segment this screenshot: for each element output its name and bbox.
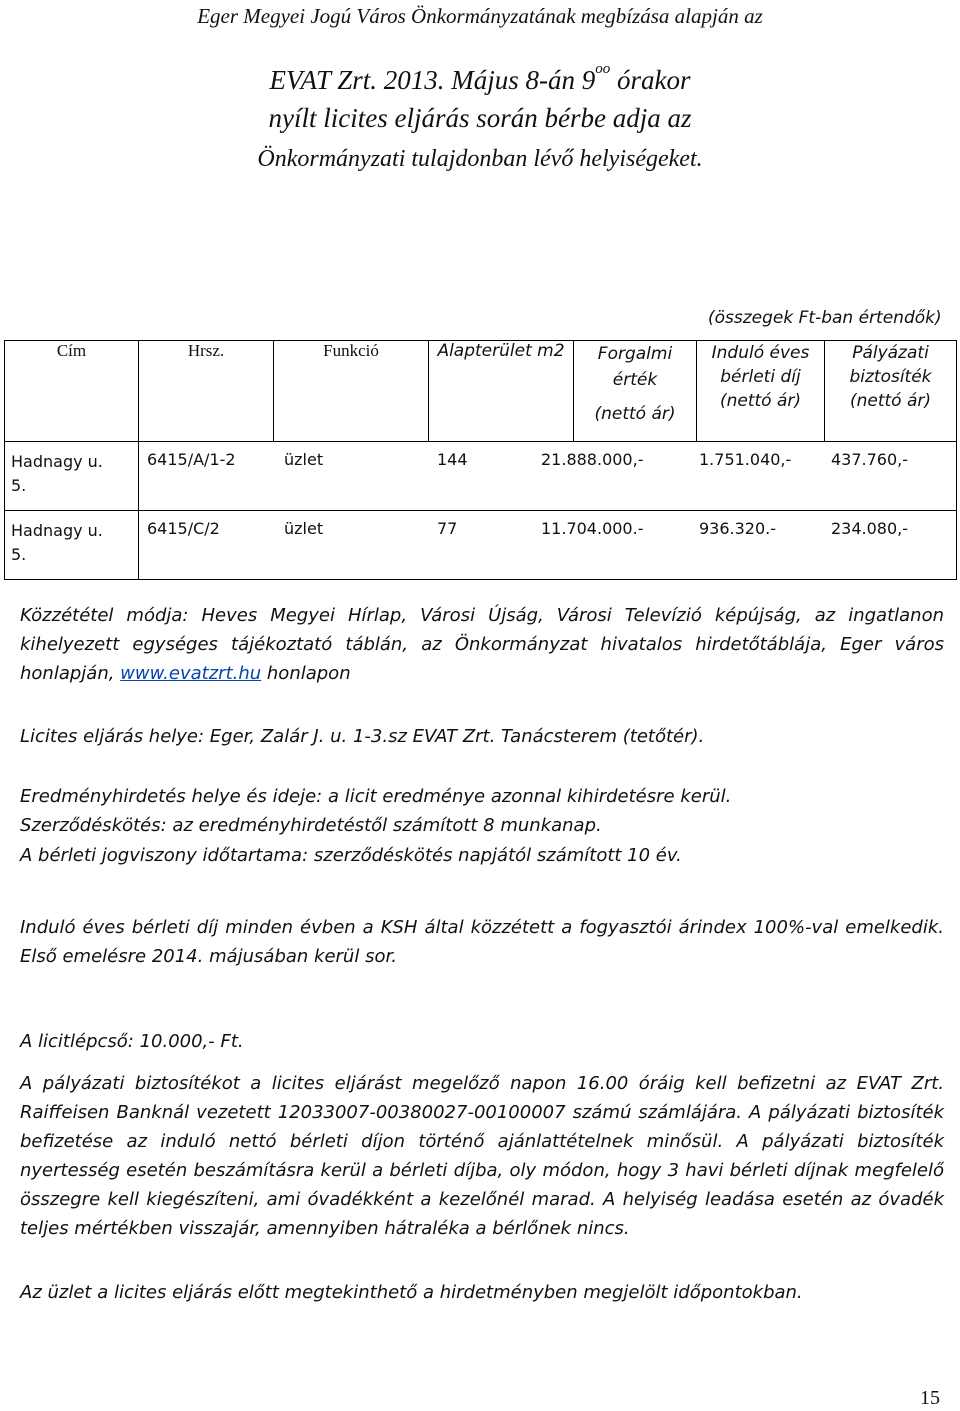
header-palyazati	[825, 341, 957, 442]
row-forgalmi: 11.704.000.-	[541, 519, 644, 538]
table-header-row	[5, 341, 957, 442]
header-line-3: nyílt licites eljárás során bérbe adja az	[268, 103, 692, 133]
row-funkcio: üzlet	[284, 519, 324, 538]
header-cim: Cím	[5, 341, 139, 442]
deposit-paragraph: A pályázati biztosítékot a licites eljárást megelőző napon 16.00 óráig kell befizetni az EVAT Zrt. Raiffeisen Banknál vezetett 12033007-00380027-00100007 számú számlájára. A pályázati biztosíték befizetése az induló nettó bérleti díjon történő ajánlattételnek minősül. A pályázati biztosíték nyertesség esetén beszámításra kerül a bérleti díjba, oly módon, hogy 3 havi bérleti díjnak megfelelő összegre kell kiegészíteni, ami óvadékként a kezelőnél marad. A helyiség leadása esetén az óvadék teljes mértékben visszajár, amennyiben hátraléka a bérlőnek nincs.	[20, 1073, 944, 1239]
header-forgalmi-1: Forgalmi	[597, 344, 673, 364]
row-indulo: 1.751.040,-	[699, 450, 792, 469]
publication-text-3: honlapon	[261, 663, 351, 684]
publication-text-1: Közzététel módja: Heves Megyei Hírlap, Városi Újság, Városi Televízió képújság, az ingatlanon kihelyezett egységes tájékoztató táblán, az Önkormányzat hivatalos	[20, 605, 944, 655]
contract-line: Szerződéskötés: az eredményhirdetéstől számított 8 munkanap.	[20, 815, 602, 836]
row-cim	[5, 442, 139, 511]
row-data	[139, 511, 957, 580]
row-cim-line-1: Hadnagy u.	[11, 521, 103, 540]
rental-table	[4, 340, 957, 580]
duration-line: A bérleti jogviszony időtartama: szerződéskötés napjától számított 10 év.	[20, 845, 682, 866]
header-indulo-1: Induló éves	[711, 343, 810, 363]
header-palyazati-1: Pályázati	[852, 343, 929, 363]
header-line-2-suffix: órakor	[610, 65, 691, 95]
table-row	[5, 442, 957, 511]
header-line-4: Önkormányzati tulajdonban lévő helyiségeket.	[257, 146, 703, 172]
header-palyazati-2: biztosíték	[849, 367, 932, 387]
row-biztositek: 437.760,-	[831, 450, 909, 469]
header-alapterulet: Alapterület m2	[429, 341, 574, 442]
table-row	[5, 511, 957, 580]
header-forgalmi-2: érték	[612, 370, 658, 390]
evatzrt-link[interactable]: www.evatzrt.hu	[120, 663, 262, 684]
page-number: 15	[920, 1387, 940, 1409]
header-line-2-prefix: EVAT Zrt. 2013. Május 8-án 9	[269, 65, 596, 95]
header-palyazati-3: (nettó ár)	[849, 391, 932, 411]
header-indulo-3: (nettó ár)	[719, 391, 802, 411]
header-forgalmi	[574, 341, 697, 442]
header-hrsz: Hrsz.	[139, 341, 274, 442]
venue-line: Licites eljárás helye: Eger, Zalár J. u. 1-3.sz EVAT Zrt. Tanácsterem (tetőtér).	[20, 726, 705, 747]
row-cim	[5, 511, 139, 580]
amounts-note: (összegek Ft-ban értendők)	[708, 308, 942, 328]
bid-step-line: A licitlépcső: 10.000,- Ft.	[20, 1031, 244, 1052]
row-biztositek: 234.080,-	[831, 519, 909, 538]
row-funkcio: üzlet	[284, 450, 324, 469]
header-indulo	[697, 341, 825, 442]
publication-paragraph	[20, 601, 944, 688]
header-line-2	[0, 61, 960, 96]
header-funkcio: Funkció	[274, 341, 429, 442]
row-cim-line-1: Hadnagy u.	[11, 452, 103, 471]
row-hrsz: 6415/A/1-2	[147, 450, 236, 469]
row-alapterulet: 77	[437, 519, 458, 538]
header-indulo-2: bérleti díj	[720, 367, 801, 387]
row-cim-line-2: 5.	[11, 545, 27, 564]
time-superscript: oo	[595, 61, 611, 77]
row-cim-line-2: 5.	[11, 476, 27, 495]
indexation-paragraph: Induló éves bérleti díj minden évben a KSH által közzétett a fogyasztói árindex 100%-val emelkedik. Első emelésre 2014. májusában kerül sor.	[20, 917, 944, 967]
row-data	[139, 442, 957, 511]
header-forgalmi-3: (nettó ár)	[594, 404, 676, 424]
row-alapterulet: 144	[437, 450, 468, 469]
header-line-1: Eger Megyei Jogú Város Önkormányzatának megbízása alapján az	[197, 4, 763, 28]
row-hrsz: 6415/C/2	[147, 519, 220, 538]
viewing-line: Az üzlet a licites eljárás előtt megtekinthető a hirdetményben megjelölt időpontokban.	[20, 1282, 803, 1303]
row-forgalmi: 21.888.000,-	[541, 450, 644, 469]
results-line: Eredményhirdetés helye és ideje: a licit eredménye azonnal kihirdetésre kerül.	[20, 786, 732, 807]
row-indulo: 936.320.-	[699, 519, 777, 538]
publication-text-2: hirdetőtáblája, Eger város honlapján,	[20, 634, 944, 684]
